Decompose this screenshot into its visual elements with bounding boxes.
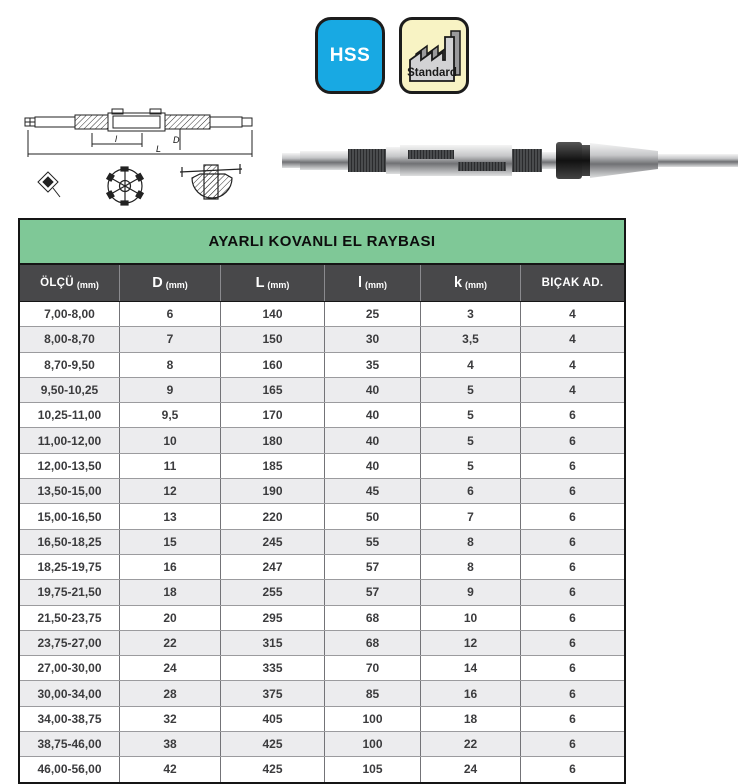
- table-cell: 12: [119, 479, 220, 503]
- table-cell: 18: [420, 707, 520, 731]
- table-cell: 7: [420, 504, 520, 528]
- table-cell: 40: [324, 454, 420, 478]
- table-cell: 8: [420, 555, 520, 579]
- table-cell: 255: [220, 580, 324, 604]
- table-cell: 18,25-19,75: [37, 560, 102, 575]
- table-cell: 295: [220, 606, 324, 630]
- column-header: ÖLÇÜ (mm): [40, 277, 99, 290]
- table-cell: 247: [220, 555, 324, 579]
- table-cell: 335: [220, 656, 324, 680]
- table-cell: 185: [220, 454, 324, 478]
- column-header: D (mm): [119, 265, 220, 301]
- table-row: [20, 554, 624, 579]
- standard-badge: [399, 17, 469, 94]
- table-cell: 28: [119, 681, 220, 705]
- table-cell: 3,5: [420, 327, 520, 351]
- table-cell: 6: [520, 428, 624, 452]
- table-cell: 6: [520, 555, 624, 579]
- table-cell: 6: [520, 479, 624, 503]
- table-row: [20, 756, 624, 781]
- reamer-front-view: [107, 167, 143, 205]
- table-row: [20, 503, 624, 528]
- table-cell: 13,50-15,00: [37, 484, 102, 499]
- table-cell: 140: [220, 302, 324, 326]
- table-cell: 160: [220, 353, 324, 377]
- table-row: [20, 731, 624, 756]
- table-cell: 15: [119, 530, 220, 554]
- table-cell: 22: [119, 631, 220, 655]
- table-cell: 34,00-38,75: [37, 711, 102, 726]
- table-cell: 425: [220, 757, 324, 781]
- table-row: [20, 579, 624, 604]
- table-cell: 21,50-23,75: [37, 610, 102, 625]
- table-header-row: [20, 265, 624, 302]
- table-cell: 100: [324, 707, 420, 731]
- table-row: [20, 706, 624, 731]
- table-cell: 55: [324, 530, 420, 554]
- table-cell: 16: [420, 681, 520, 705]
- table-cell: 5: [420, 378, 520, 402]
- table-cell: 16,50-18,25: [37, 534, 102, 549]
- dim-label-D: D: [173, 135, 180, 145]
- table-cell: 8,70-9,50: [44, 357, 95, 372]
- table-cell: 315: [220, 631, 324, 655]
- table-cell: 8: [119, 353, 220, 377]
- table-cell: 9,50-10,25: [40, 383, 99, 398]
- table-cell: 6: [520, 732, 624, 756]
- table-cell: 190: [220, 479, 324, 503]
- table-cell: 45: [324, 479, 420, 503]
- table-row: [20, 402, 624, 427]
- table-cell: 40: [324, 428, 420, 452]
- table-cell: 180: [220, 428, 324, 452]
- table-cell: 11: [119, 454, 220, 478]
- reamer-photo-shapes: [282, 142, 738, 179]
- table-cell: 70: [324, 656, 420, 680]
- table-cell: 6: [520, 580, 624, 604]
- table-cell: 6: [520, 504, 624, 528]
- table-cell: 10: [420, 606, 520, 630]
- table-cell: 22: [420, 732, 520, 756]
- table-row: [20, 478, 624, 503]
- table-cell: 375: [220, 681, 324, 705]
- table-cell: 50: [324, 504, 420, 528]
- table-cell: 40: [324, 378, 420, 402]
- table-cell: 57: [324, 555, 420, 579]
- table-row: [20, 453, 624, 478]
- table-row: [20, 377, 624, 402]
- dim-label-L: L: [156, 144, 162, 154]
- blade-cross-section-view: [38, 172, 60, 197]
- table-cell: 24: [119, 656, 220, 680]
- table-cell: 3: [420, 302, 520, 326]
- table-cell: 9,5: [119, 403, 220, 427]
- table-cell: 38,75-46,00: [37, 737, 102, 752]
- table-cell: 170: [220, 403, 324, 427]
- table-cell: 12: [420, 631, 520, 655]
- table-row: [20, 302, 624, 326]
- column-header: BIÇAK AD.: [520, 265, 624, 301]
- standard-badge-label: Standard: [407, 66, 457, 79]
- dim-label-l: l: [115, 134, 117, 144]
- table-cell: 19,75-21,50: [37, 585, 102, 600]
- column-header: k (mm): [420, 265, 520, 301]
- table-cell: 38: [119, 732, 220, 756]
- hss-badge: [315, 17, 385, 94]
- badge-row: [315, 17, 469, 94]
- table-cell: 68: [324, 631, 420, 655]
- table-cell: 10: [119, 428, 220, 452]
- table-cell: 30: [324, 327, 420, 351]
- table-cell: 4: [420, 353, 520, 377]
- table-cell: 5: [420, 403, 520, 427]
- table-cell: 9: [420, 580, 520, 604]
- column-header: l (mm): [324, 265, 420, 301]
- table-cell: 40: [324, 403, 420, 427]
- table-cell: 6: [520, 656, 624, 680]
- table-cell: 30,00-34,00: [37, 686, 102, 701]
- table-cell: 4: [520, 378, 624, 402]
- table-cell: 15,00-16,50: [37, 509, 102, 524]
- table-row: [20, 352, 624, 377]
- table-cell: 7,00-8,00: [44, 307, 95, 322]
- table-cell: 6: [520, 606, 624, 630]
- table-cell: 8,00-8,70: [44, 332, 95, 347]
- table-cell: 4: [520, 302, 624, 326]
- table-cell: 85: [324, 681, 420, 705]
- table-cell: 245: [220, 530, 324, 554]
- table-cell: 27,00-30,00: [37, 661, 102, 676]
- table-cell: 8: [420, 530, 520, 554]
- reamer-side-view: [25, 109, 252, 157]
- column-header: L (mm): [220, 265, 324, 301]
- product-photo: [280, 118, 740, 203]
- table-row: [20, 529, 624, 554]
- table-cell: 42: [119, 757, 220, 781]
- technical-drawing: [20, 102, 270, 210]
- table-cell: 150: [220, 327, 324, 351]
- table-cell: 10,25-11,00: [37, 408, 102, 423]
- hss-badge-label: HSS: [329, 44, 371, 66]
- table-cell: 14: [420, 656, 520, 680]
- spec-table: [18, 218, 626, 784]
- table-cell: 5: [420, 454, 520, 478]
- table-cell: 18: [119, 580, 220, 604]
- table-cell: 6: [520, 681, 624, 705]
- table-row: [20, 605, 624, 630]
- table-cell: 100: [324, 732, 420, 756]
- table-cell: 23,75-27,00: [37, 636, 102, 650]
- table-cell: 6: [520, 707, 624, 731]
- table-cell: 7: [119, 327, 220, 351]
- table-row: [20, 427, 624, 452]
- table-cell: 57: [324, 580, 420, 604]
- table-cell: 32: [119, 707, 220, 731]
- table-cell: 220: [220, 504, 324, 528]
- table-cell: 4: [520, 327, 624, 351]
- section-detail-view: [180, 164, 242, 199]
- table-cell: 11,00-12,00: [37, 433, 102, 448]
- table-title: AYARLI KOVANLI EL RAYBASI: [20, 220, 624, 265]
- table-cell: 35: [324, 353, 420, 377]
- table-body: [20, 302, 624, 782]
- table-cell: 12,00-13,50: [37, 458, 102, 473]
- table-cell: 6: [520, 757, 624, 781]
- table-cell: 6: [420, 479, 520, 503]
- table-cell: 20: [119, 606, 220, 630]
- table-cell: 6: [119, 302, 220, 326]
- table-cell: 46,00-56,00: [37, 762, 102, 777]
- factory-icon: [404, 24, 464, 88]
- table-row: [20, 326, 624, 351]
- table-cell: 6: [520, 403, 624, 427]
- table-cell: 6: [520, 454, 624, 478]
- table-row: [20, 655, 624, 680]
- table-cell: 9: [119, 378, 220, 402]
- table-cell: 6: [520, 530, 624, 554]
- table-cell: 68: [324, 606, 420, 630]
- table-cell: 425: [220, 732, 324, 756]
- table-cell: 165: [220, 378, 324, 402]
- table-cell: 405: [220, 707, 324, 731]
- table-row: [20, 630, 624, 655]
- table-cell: 25: [324, 302, 420, 326]
- table-cell: 105: [324, 757, 420, 781]
- table-cell: 16: [119, 555, 220, 579]
- table-cell: 5: [420, 428, 520, 452]
- table-row: [20, 680, 624, 705]
- table-cell: 13: [119, 504, 220, 528]
- table-cell: 6: [520, 631, 624, 655]
- table-cell: 4: [520, 353, 624, 377]
- table-cell: 24: [420, 757, 520, 781]
